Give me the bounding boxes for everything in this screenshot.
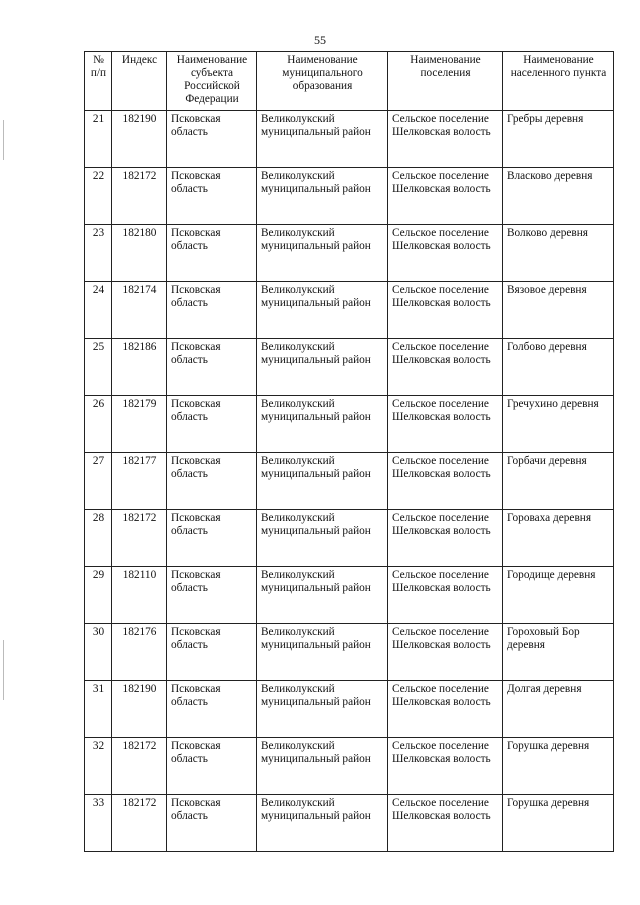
table-body [85, 111, 614, 852]
cell-settlement: Сельское поселение Шелковская волость [388, 168, 503, 225]
header-municipality: Наименование муниципального образования [257, 52, 388, 111]
cell-subject: Псковская область [167, 453, 257, 510]
header-index: Индекс [112, 52, 167, 111]
settlements-table [84, 51, 614, 852]
cell-locality: Горушка деревня [503, 738, 614, 795]
cell-index: 182186 [112, 339, 167, 396]
cell-subject: Псковская область [167, 396, 257, 453]
cell-municipality: Великолукский муниципальный район [257, 624, 388, 681]
cell-number: 33 [85, 795, 112, 852]
cell-index: 182177 [112, 453, 167, 510]
table-row [85, 282, 614, 339]
cell-settlement: Сельское поселение Шелковская волость [388, 624, 503, 681]
table-row [85, 624, 614, 681]
cell-locality: Гороховый Бор деревня [503, 624, 614, 681]
cell-settlement: Сельское поселение Шелковская волость [388, 567, 503, 624]
table-row [85, 111, 614, 168]
cell-subject: Псковская область [167, 225, 257, 282]
cell-index: 182172 [112, 738, 167, 795]
table-row [85, 795, 614, 852]
table-header-row [85, 52, 614, 111]
cell-locality: Горушка деревня [503, 795, 614, 852]
cell-subject: Псковская область [167, 282, 257, 339]
table-row [85, 567, 614, 624]
header-locality: Наименование населенного пункта [503, 52, 614, 111]
cell-municipality: Великолукский муниципальный район [257, 567, 388, 624]
table-row [85, 738, 614, 795]
cell-number: 24 [85, 282, 112, 339]
cell-index: 182176 [112, 624, 167, 681]
cell-settlement: Сельское поселение Шелковская волость [388, 681, 503, 738]
cell-locality: Гребры деревня [503, 111, 614, 168]
cell-number: 29 [85, 567, 112, 624]
cell-municipality: Великолукский муниципальный район [257, 795, 388, 852]
cell-locality: Городище деревня [503, 567, 614, 624]
cell-index: 182190 [112, 111, 167, 168]
cell-number: 32 [85, 738, 112, 795]
cell-municipality: Великолукский муниципальный район [257, 225, 388, 282]
cell-number: 28 [85, 510, 112, 567]
cell-index: 182174 [112, 282, 167, 339]
cell-number: 26 [85, 396, 112, 453]
cell-locality: Горбачи деревня [503, 453, 614, 510]
header-number: № п/п [85, 52, 112, 111]
table-row [85, 681, 614, 738]
cell-subject: Псковская область [167, 168, 257, 225]
cell-municipality: Великолукский муниципальный район [257, 453, 388, 510]
cell-municipality: Великолукский муниципальный район [257, 681, 388, 738]
cell-settlement: Сельское поселение Шелковская волость [388, 510, 503, 567]
cell-locality: Вязовое деревня [503, 282, 614, 339]
cell-settlement: Сельское поселение Шелковская волость [388, 795, 503, 852]
table-row [85, 168, 614, 225]
cell-settlement: Сельское поселение Шелковская волость [388, 339, 503, 396]
cell-settlement: Сельское поселение Шелковская волость [388, 225, 503, 282]
cell-municipality: Великолукский муниципальный район [257, 396, 388, 453]
cell-municipality: Великолукский муниципальный район [257, 168, 388, 225]
table-row [85, 396, 614, 453]
scan-edge-mark [3, 120, 4, 160]
cell-settlement: Сельское поселение Шелковская волость [388, 396, 503, 453]
cell-index: 182179 [112, 396, 167, 453]
cell-number: 31 [85, 681, 112, 738]
cell-number: 30 [85, 624, 112, 681]
cell-locality: Долгая деревня [503, 681, 614, 738]
cell-subject: Псковская область [167, 738, 257, 795]
cell-subject: Псковская область [167, 795, 257, 852]
scan-edge-mark [3, 640, 4, 700]
cell-municipality: Великолукский муниципальный район [257, 510, 388, 567]
cell-municipality: Великолукский муниципальный район [257, 738, 388, 795]
table-row [85, 510, 614, 567]
header-subject: Наименование субъекта Российской Федерации [167, 52, 257, 111]
cell-number: 23 [85, 225, 112, 282]
cell-number: 27 [85, 453, 112, 510]
cell-number: 21 [85, 111, 112, 168]
header-settlement: Наименование поселения [388, 52, 503, 111]
cell-subject: Псковская область [167, 510, 257, 567]
cell-locality: Волково деревня [503, 225, 614, 282]
cell-municipality: Великолукский муниципальный район [257, 282, 388, 339]
cell-subject: Псковская область [167, 624, 257, 681]
cell-locality: Власково деревня [503, 168, 614, 225]
cell-municipality: Великолукский муниципальный район [257, 111, 388, 168]
cell-municipality: Великолукский муниципальный район [257, 339, 388, 396]
table-row [85, 453, 614, 510]
page-number: 55 [314, 33, 326, 47]
cell-locality: Голбово деревня [503, 339, 614, 396]
cell-settlement: Сельское поселение Шелковская волость [388, 453, 503, 510]
cell-subject: Псковская область [167, 681, 257, 738]
table-row [85, 339, 614, 396]
cell-index: 182172 [112, 510, 167, 567]
cell-index: 182172 [112, 795, 167, 852]
cell-index: 182180 [112, 225, 167, 282]
cell-index: 182172 [112, 168, 167, 225]
cell-number: 22 [85, 168, 112, 225]
cell-subject: Псковская область [167, 339, 257, 396]
cell-index: 182110 [112, 567, 167, 624]
cell-locality: Гороваха деревня [503, 510, 614, 567]
cell-settlement: Сельское поселение Шелковская волость [388, 111, 503, 168]
table-row [85, 225, 614, 282]
cell-subject: Псковская область [167, 111, 257, 168]
cell-settlement: Сельское поселение Шелковская волость [388, 738, 503, 795]
cell-settlement: Сельское поселение Шелковская волость [388, 282, 503, 339]
cell-subject: Псковская область [167, 567, 257, 624]
cell-locality: Гречухино деревня [503, 396, 614, 453]
cell-number: 25 [85, 339, 112, 396]
cell-index: 182190 [112, 681, 167, 738]
